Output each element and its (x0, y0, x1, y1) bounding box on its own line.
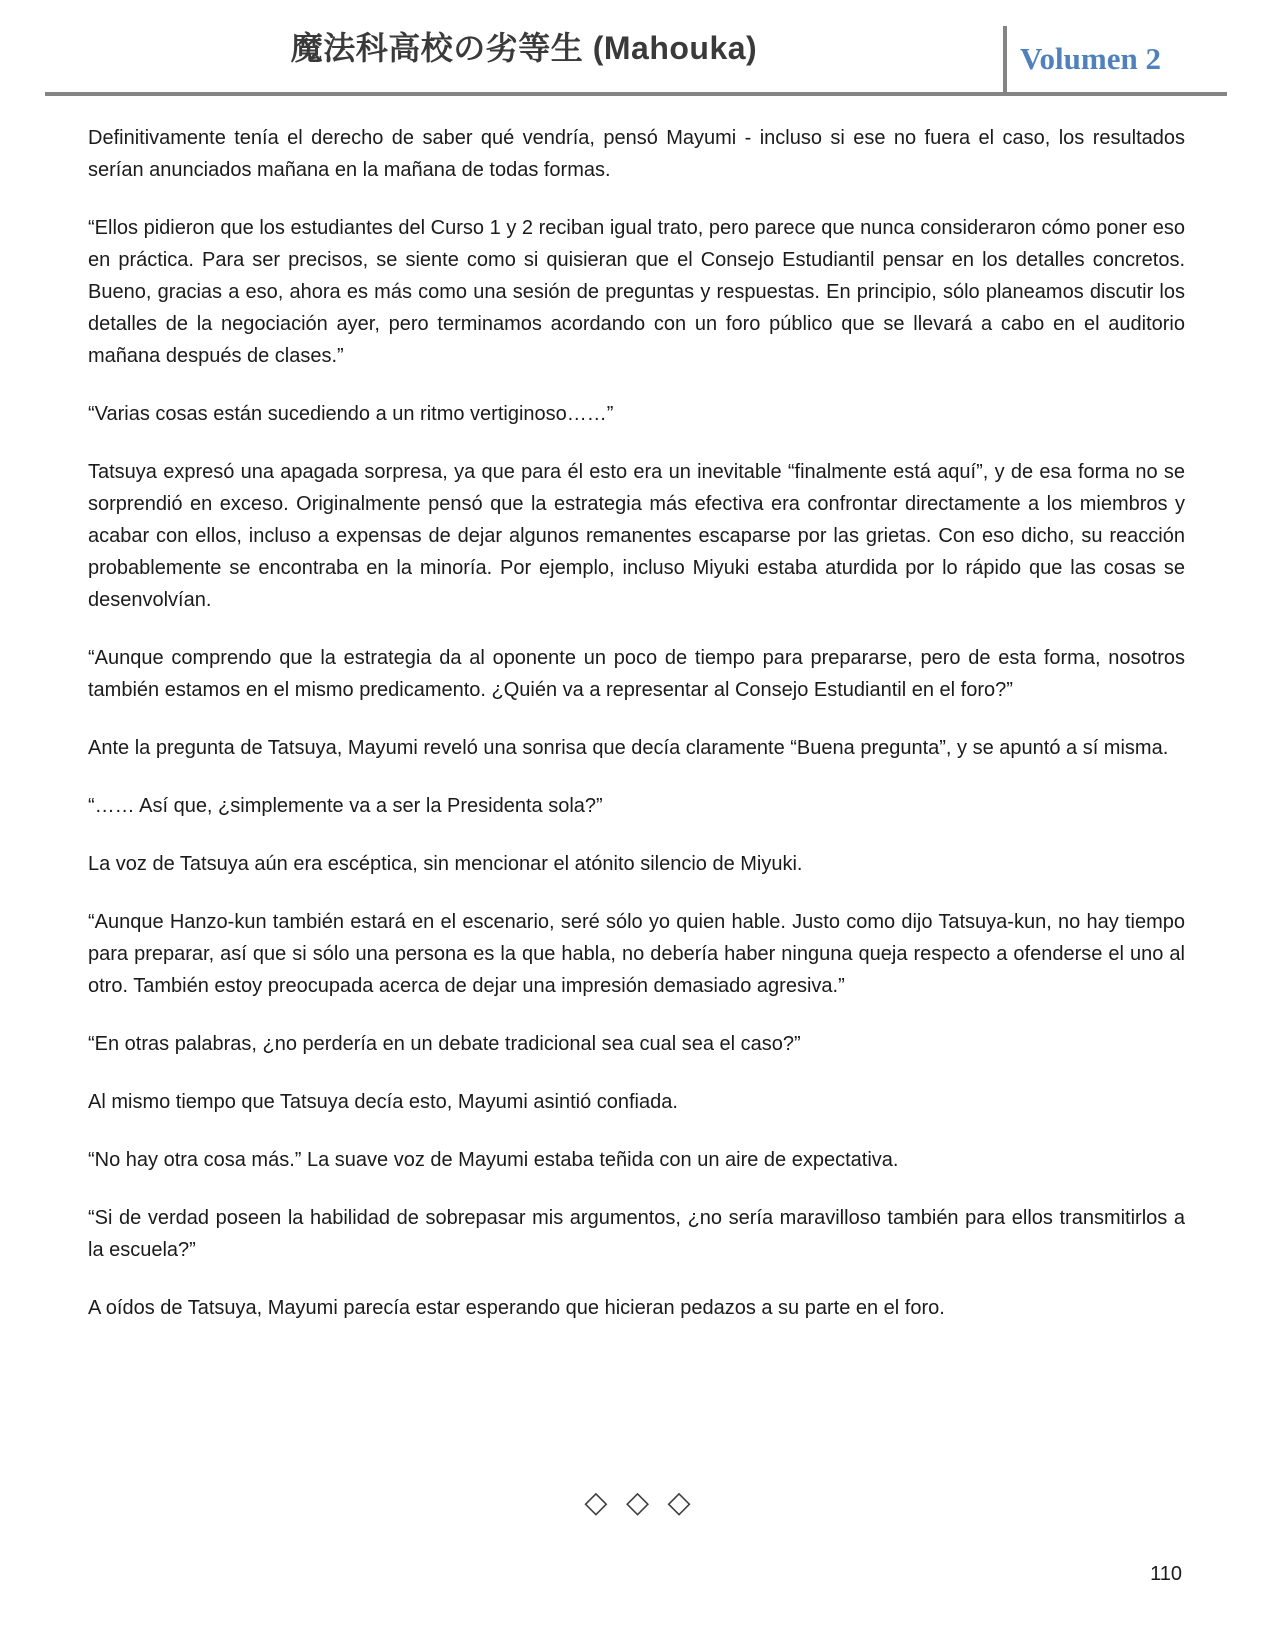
page-title (291, 23, 757, 69)
paragraph-1: Definitivamente tenía el derecho de saber qué vendría, pensó Mayumi - incluso si ese no fuera el caso, los resultados serían anunciados mañana en la mañana de todas formas. (88, 127, 1185, 181)
body-text (88, 96, 1185, 1350)
paragraph-10: “En otras palabras, ¿no perdería en un debate tradicional sea cual sea el caso?” (88, 1033, 801, 1055)
volume-cell (1003, 26, 1227, 92)
page-number: 110 (1150, 1563, 1182, 1585)
paragraph-7: “…… Así que, ¿simplemente va a ser la Presidenta sola?” (88, 795, 603, 817)
paragraph-9: “Aunque Hanzo-kun también estará en el escenario, seré sólo yo quien hable. Justo como dijo Tatsuya-kun, no hay tiempo para preparar, así que si sólo una persona es la que habla, no debería haber ninguna queja respecto a ofenderse el uno al otro. También estoy preocupada acerca de dejar una impresión demasiado agresiva.” (88, 911, 1185, 997)
paragraph-14: A oídos de Tatsuya, Mayumi parecía estar esperando que hicieran pedazos a su parte en el foro. (88, 1297, 945, 1319)
paragraph-5: “Aunque comprendo que la estrategia da al oponente un poco de tiempo para prepararse, pero de esta forma, nosotros también estamos en el mismo predicamento. ¿Quién va a representar al Consejo Estudiantil en el foro?” (88, 647, 1185, 701)
page-header (45, 0, 1227, 96)
paragraph-11: Al mismo tiempo que Tatsuya decía esto, Mayumi asintió confiada. (88, 1091, 678, 1113)
scene-break-diamonds: ◇ ◇ ◇ (584, 1485, 691, 1520)
paragraph-2: “Ellos pidieron que los estudiantes del Curso 1 y 2 reciban igual trato, pero parece que nunca consideraron cómo poner eso en práctica. Para ser precisos, se siente como si quisieran que el Consejo Estudiantil pensar en los detalles concretos. Bueno, gracias a eso, ahora es más como una sesión de preguntas y respuestas. En principio, sólo planeamos discutir los detalles de la negociación ayer, pero terminamos acordando con un foro público que se llevará a cabo en el auditorio mañana después de clases.” (88, 217, 1185, 367)
title-japanese: 魔法科高校の劣等生 (290, 30, 584, 66)
paragraph-8: La voz de Tatsuya aún era escéptica, sin mencionar el atónito silencio de Miyuki. (88, 853, 803, 875)
paragraph-13: “Si de verdad poseen la habilidad de sobrepasar mis argumentos, ¿no sería maravilloso también para ellos transmitirlos a la escuela?” (88, 1207, 1185, 1261)
paragraph-6: Ante la pregunta de Tatsuya, Mayumi reveló una sonrisa que decía claramente “Buena pregunta”, y se apuntó a sí misma. (88, 737, 1169, 759)
paragraph-3: “Varias cosas están sucediendo a un ritmo vertiginoso……” (88, 403, 614, 425)
header-title-cell (45, 0, 1003, 92)
title-romaji: (Mahouka) (583, 30, 758, 66)
paragraph-4: Tatsuya expresó una apagada sorpresa, ya que para él esto era un inevitable “finalmente está aquí”, y de esa forma no se sorprendió en exceso. Originalmente pensó que la estrategia más efectiva era confrontar directamente a los miembros y acabar con ellos, incluso a expensas de dejar algunos remanentes escaparse por las grietas. Con eso dicho, su reacción probablemente se encontraba en la minoría. Por ejemplo, incluso Miyuki estaba aturdida por lo rápido que las cosas se desenvolvían. (88, 461, 1185, 611)
paragraph-12: “No hay otra cosa más.” La suave voz de Mayumi estaba teñida con un aire de expectativa. (88, 1149, 899, 1171)
volume-label: Volumen 2 (1020, 41, 1161, 76)
